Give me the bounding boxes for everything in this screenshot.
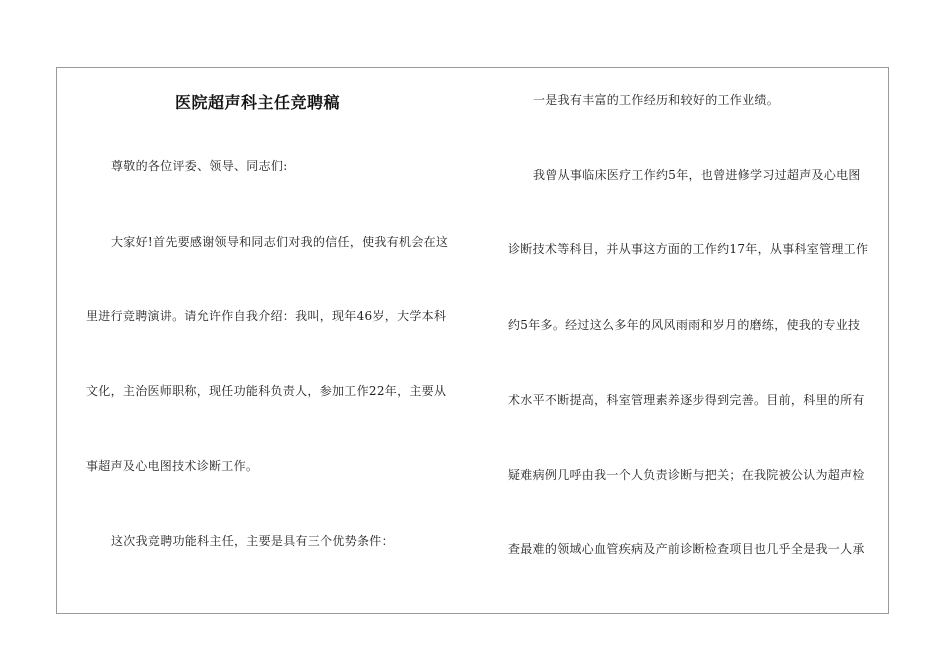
left-paragraph-line: 大家好!首先要感谢领导和同志们对我的信任，使我有机会在这 — [111, 235, 449, 249]
right-paragraph-line: 查最难的领域心血管疾病及产前诊断检查项目也几乎全是我一人承 — [508, 542, 865, 556]
right-paragraph-line: 术水平不断提高，科室管理素养逐步得到完善。目前，科里的所有 — [508, 393, 865, 407]
left-paragraph-line: 里进行竞聘演讲。请允许作自我介绍：我叫，现年46岁，大学本科 — [86, 309, 447, 323]
left-paragraph-line: 事超声及心电图技术诊断工作。 — [86, 459, 259, 473]
left-paragraph-line: 这次我竞聘功能科主任，主要是具有三个优势条件： — [111, 534, 394, 548]
right-paragraph-line: 诊断技术等科目，并从事这方面的工作约17年，从事科室管理工作 — [508, 242, 869, 256]
left-paragraph-line: 文化，主治医师职称，现任功能科负责人，参加工作22年，主要从 — [86, 384, 447, 398]
right-paragraph-line: 一是我有丰富的工作经历和较好的工作业绩。 — [533, 93, 780, 107]
document-title: 医院超声科主任竞聘稿 — [175, 93, 341, 112]
right-paragraph-line: 疑难病例几呼由我一个人负责诊断与把关；在我院被公认为超声检 — [508, 468, 865, 482]
document-page — [56, 67, 889, 614]
right-paragraph-line: 我曾从事临床医疗工作约5年，也曾进修学习过超声及心电图 — [533, 168, 861, 182]
right-paragraph-line: 约5年多。经过这么多年的风风雨雨和岁月的磨练，使我的专业技 — [508, 318, 861, 332]
left-paragraph-line: 尊敬的各位评委、领导、同志们: — [111, 159, 288, 173]
